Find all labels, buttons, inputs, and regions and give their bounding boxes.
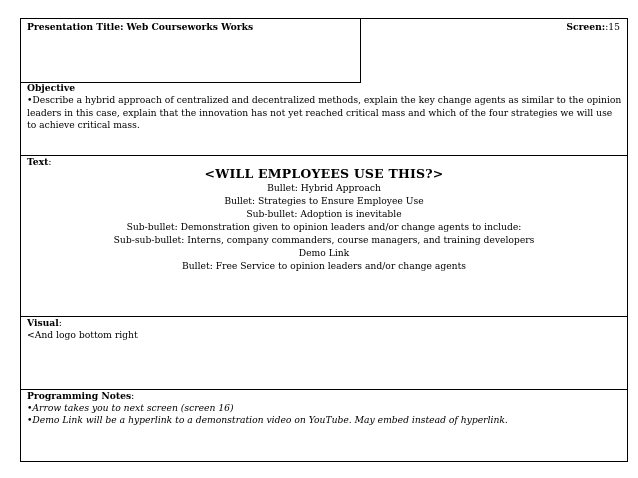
text-line: Bullet: Strategies to Ensure Employee Use [224,196,424,207]
text-line: Bullet: Hybrid Approach [267,183,381,194]
objective-label: Objective [27,83,76,94]
title-label: Presentation Title: [27,22,124,33]
text-line: Sub-bullet: Adoption is inevitable [246,209,402,220]
programming-note: •Arrow takes you to next screen (screen 16) [27,403,234,414]
presentation-title [27,22,253,35]
divider [21,316,627,317]
divider [21,155,627,156]
title-value: Web Courseworks Works [126,22,254,33]
screen-label: Screen: [566,22,606,33]
storyboard-frame [20,18,628,462]
visual-label: Visual: [27,318,62,329]
text-section-label: Text: [27,157,52,168]
text-line: Sub-sub-bullet: Interns, company commanders, course managers, and training developers [113,235,535,246]
visual-text: <And logo bottom right [27,330,138,341]
text-heading: <WILL EMPLOYEES USE THIS?> [204,166,444,181]
text-line: Bullet: Free Service to opinion leaders and/or change agents [182,261,466,272]
screen-value: :15 [605,22,620,33]
text-line: Sub-bullet: Demonstration given to opinion leaders and/or change agents to include: [126,222,522,233]
programming-notes-label: Programming Notes: [27,391,135,402]
objective-text: •Describe a hybrid approach of centralized and decentralized methods, explain the key change agents as similar to the opinion leaders in this case, explain that the innovation has not yet reached critical mass and which of the four strategies we will use to achieve critical mass. [27,95,622,131]
demo-link: Demo Link [298,248,350,259]
programming-note: •Demo Link will be a hyperlink to a demonstration video on YouTube. May embed instead of hyperlink. [27,415,508,426]
screen-number [566,22,620,35]
divider [21,389,627,390]
